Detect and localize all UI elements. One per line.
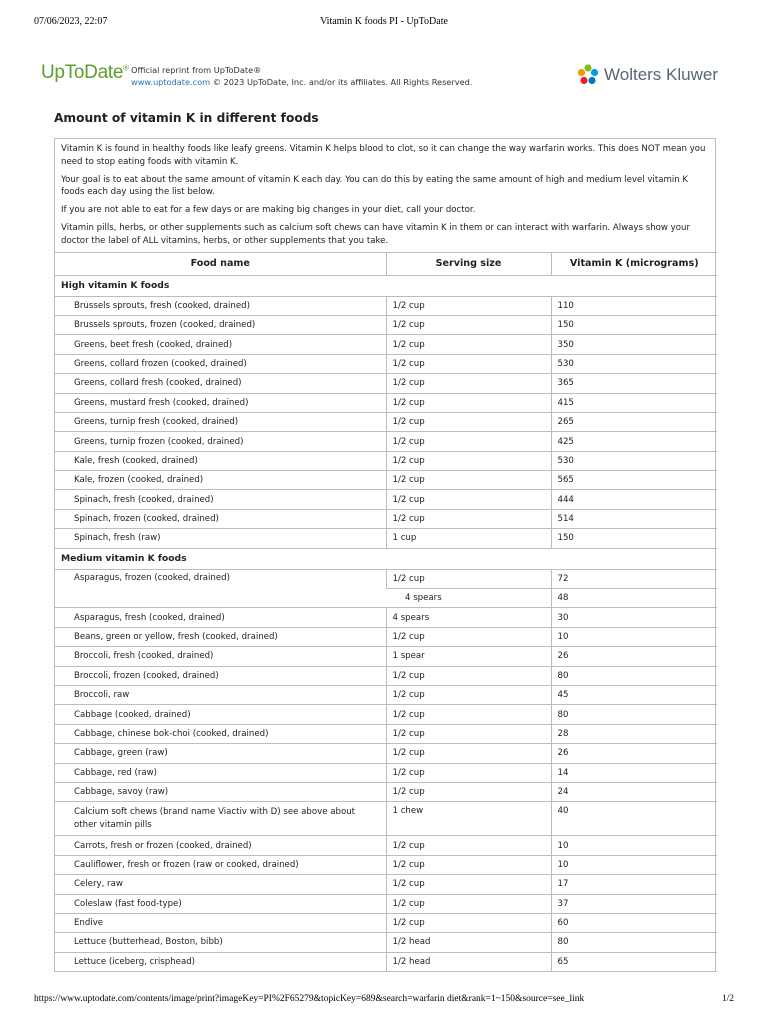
serving-size-cell: 1/2 cup: [386, 763, 551, 782]
print-datetime: 07/06/2023, 22:07: [34, 16, 108, 27]
food-name-cell: Greens, turnip fresh (cooked, drained): [55, 412, 386, 431]
serving-size-cell: 1/2 cup: [386, 354, 551, 373]
header-serving-size: Serving size: [386, 252, 551, 275]
vitamin-k-cell: 28: [551, 724, 717, 743]
food-name-cell: Greens, turnip frozen (cooked, drained): [55, 432, 386, 451]
serving-size-cell: 1/2 cup: [386, 686, 551, 705]
serving-size-cell: 1/2 cup: [386, 490, 551, 509]
reprint-line: Official reprint from UpToDate®: [131, 65, 262, 75]
serving-size-cell: 1/2 cup: [386, 875, 551, 894]
food-name-cell: Coleslaw (fast food-type): [55, 894, 386, 913]
food-name-cell: Celery, raw: [55, 875, 386, 894]
table-row: [55, 782, 717, 801]
food-name-cell: Spinach, fresh (cooked, drained): [55, 490, 386, 509]
medium-vitamin-k-section: [55, 548, 717, 569]
food-name-cell: Kale, frozen (cooked, drained): [55, 471, 386, 490]
table-row: [55, 509, 717, 528]
table-row: [55, 744, 717, 763]
intro-paragraph: Vitamin K is found in healthy foods like leafy greens. Vitamin K helps blood to clot, so it can change the way warfarin works. This does NOT mean you need to stop eating foods with vitamin K.: [61, 144, 706, 167]
table-row: [55, 412, 717, 431]
serving-size-cell: 1/2 cup: [386, 782, 551, 801]
food-name-cell: Greens, collard frozen (cooked, drained): [55, 354, 386, 373]
vitamin-k-cell: 150: [551, 315, 717, 334]
food-name-cell: Cauliflower, fresh or frozen (raw or cooked, drained): [55, 855, 386, 874]
vitamin-k-cell: 24: [551, 782, 717, 801]
food-name-cell: Greens, mustard fresh (cooked, drained): [55, 393, 386, 412]
table-row: [55, 875, 717, 894]
vitamin-k-cell: 110: [551, 296, 717, 315]
uptodate-link[interactable]: www.uptodate.com: [131, 77, 211, 87]
table-row: [55, 855, 717, 874]
print-footer: [34, 994, 734, 1008]
serving-size-cell: 1/2 cup: [386, 627, 551, 646]
food-name-cell: Brussels sprouts, frozen (cooked, drained): [55, 315, 386, 334]
print-header: [34, 16, 734, 30]
table-row: [55, 802, 717, 836]
table-row: [55, 627, 717, 646]
vitamin-k-cell: 45: [551, 686, 717, 705]
vitamin-k-cell: 350: [551, 335, 717, 354]
food-name-cell: Cabbage, chinese bok-choi (cooked, drained): [55, 724, 386, 743]
vitamin-k-cell: 26: [551, 647, 717, 666]
vitamin-k-cell: 72: [551, 569, 717, 588]
food-name-cell: Lettuce (iceberg, crisphead): [55, 952, 386, 971]
vitamin-k-cell: 530: [551, 451, 717, 470]
intro-paragraph: Your goal is to eat about the same amount of vitamin K each day. You can do this by eating the same amount of high and medium level vitamin K foods each day using the list below.: [61, 174, 689, 198]
high-vitamin-k-section: [55, 275, 717, 296]
vitamin-k-cell: 80: [551, 933, 717, 952]
copyright-text: © 2023 UpToDate, Inc. and/or its affiliates. All Rights Reserved.: [210, 77, 473, 87]
vitamin-k-cell: 80: [551, 666, 717, 685]
food-name-cell: Cabbage, red (raw): [55, 763, 386, 782]
food-name-cell: Carrots, fresh or frozen (cooked, drained): [55, 836, 386, 855]
vitamin-k-cell: 530: [551, 354, 717, 373]
table-row: [55, 608, 717, 627]
food-name-cell: Cabbage (cooked, drained): [55, 705, 386, 724]
content-box: [54, 138, 716, 972]
table-row: [55, 374, 717, 393]
food-name-cell: Asparagus, fresh (cooked, drained): [55, 608, 386, 627]
food-name-cell: Broccoli, raw: [55, 686, 386, 705]
table-row: [55, 569, 717, 588]
uptodate-logo: UpToDate®: [41, 62, 129, 83]
print-url: https://www.uptodate.com/contents/image/print?imageKey=PI%2F65279&topicKey=689&search=warfarin diet&rank=1~150&source=see_link: [34, 994, 585, 1004]
serving-size-cell: 4 spears: [386, 589, 551, 608]
table-row: [55, 451, 717, 470]
serving-size-cell: 1 spear: [386, 647, 551, 666]
vitamin-k-cell: 415: [551, 393, 717, 412]
table-row: [55, 647, 717, 666]
food-name-cell: Kale, fresh (cooked, drained): [55, 451, 386, 470]
vitamin-k-cell: 30: [551, 608, 717, 627]
serving-size-cell: 1 cup: [386, 529, 551, 548]
table-body: [55, 275, 717, 972]
food-name-cell: Greens, collard fresh (cooked, drained): [55, 374, 386, 393]
intro-paragraph: Vitamin pills, herbs, or other supplements such as calcium soft chews can have vitamin K in them or can interact with warfarin. Always show your doctor the label of ALL vitamins, herbs, or other supplements that you take.: [61, 222, 690, 246]
serving-size-cell: 1 chew: [386, 802, 551, 836]
food-name-cell: Brussels sprouts, fresh (cooked, drained): [55, 296, 386, 315]
table-row: [55, 432, 717, 451]
serving-size-cell: 1/2 cup: [386, 724, 551, 743]
serving-size-cell: 1/2 cup: [386, 509, 551, 528]
vitamin-k-cell: 60: [551, 913, 717, 932]
food-name-cell: Asparagus, frozen (cooked, drained): [55, 569, 386, 608]
table-row: [55, 315, 717, 334]
serving-size-cell: 1/2 cup: [386, 412, 551, 431]
serving-size-cell: 1/2 cup: [386, 836, 551, 855]
food-name-cell: Lettuce (butterhead, Boston, bibb): [55, 933, 386, 952]
food-name-cell: Cabbage, green (raw): [55, 744, 386, 763]
print-title: Vitamin K foods PI - UpToDate: [320, 16, 448, 27]
food-name-cell: Broccoli, frozen (cooked, drained): [55, 666, 386, 685]
food-name-cell: Calcium soft chews (brand name Viactiv with D) see above about other vitamin pills: [55, 802, 386, 836]
vitamin-k-cell: 10: [551, 855, 717, 874]
serving-size-cell: 1/2 cup: [386, 315, 551, 334]
vitamin-k-cell: 65: [551, 952, 717, 971]
table-row: [55, 335, 717, 354]
serving-size-cell: 1/2 cup: [386, 296, 551, 315]
table-row: [55, 393, 717, 412]
vitamin-k-cell: 365: [551, 374, 717, 393]
food-name-cell: Cabbage, savoy (raw): [55, 782, 386, 801]
serving-size-cell: 1/2 cup: [386, 432, 551, 451]
wolters-kluwer-logo: Wolters Kluwer: [576, 62, 718, 88]
table-row: [55, 933, 717, 952]
table-row: [55, 354, 717, 373]
vitamin-k-cell: 265: [551, 412, 717, 431]
food-name-cell: Broccoli, fresh (cooked, drained): [55, 647, 386, 666]
vitamin-k-cell: 565: [551, 471, 717, 490]
intro-paragraph: If you are not able to eat for a few days or are making big changes in your diet, call your doctor.: [61, 205, 476, 216]
food-name-cell: Greens, beet fresh (cooked, drained): [55, 335, 386, 354]
serving-size-cell: 1/2 head: [386, 933, 551, 952]
table-row: [55, 471, 717, 490]
header-vitamin-k: Vitamin K (micrograms): [551, 252, 717, 275]
vitamin-k-table: [55, 252, 717, 973]
header-food-name: Food name: [55, 252, 386, 275]
serving-size-cell: 4 spears: [386, 608, 551, 627]
medium-vitamin-k-section-label: Medium vitamin K foods: [55, 548, 717, 569]
serving-size-cell: 1/2 cup: [386, 705, 551, 724]
table-row: [55, 952, 717, 971]
food-name-cell: Endive: [55, 913, 386, 932]
table-row: [55, 705, 717, 724]
serving-size-cell: 1/2 cup: [386, 913, 551, 932]
food-name-cell: Spinach, frozen (cooked, drained): [55, 509, 386, 528]
table-row: [55, 913, 717, 932]
page-title: Amount of vitamin K in different foods: [54, 111, 319, 125]
brand-bar: [41, 58, 718, 94]
serving-size-cell: 1/2 cup: [386, 393, 551, 412]
serving-size-cell: 1/2 cup: [386, 471, 551, 490]
serving-size-cell: 1/2 head: [386, 952, 551, 971]
vitamin-k-cell: 40: [551, 802, 717, 836]
vitamin-k-cell: 26: [551, 744, 717, 763]
table-row: [55, 686, 717, 705]
serving-size-cell: 1/2 cup: [386, 744, 551, 763]
table-row: [55, 763, 717, 782]
table-header-row: [55, 252, 717, 275]
table-row: [55, 836, 717, 855]
table-row: [55, 490, 717, 509]
vitamin-k-cell: 514: [551, 509, 717, 528]
table-row: [55, 724, 717, 743]
vitamin-k-cell: 17: [551, 875, 717, 894]
vitamin-k-cell: 444: [551, 490, 717, 509]
serving-size-cell: 1/2 cup: [386, 894, 551, 913]
serving-size-cell: 1/2 cup: [386, 855, 551, 874]
vitamin-k-cell: 14: [551, 763, 717, 782]
table-row: [55, 529, 717, 548]
serving-size-cell: 1/2 cup: [386, 451, 551, 470]
table-row: [55, 296, 717, 315]
vitamin-k-cell: 37: [551, 894, 717, 913]
table-row: [55, 894, 717, 913]
food-name-cell: Spinach, fresh (raw): [55, 529, 386, 548]
wolters-kluwer-mark-icon: [576, 63, 600, 87]
table-row: [55, 666, 717, 685]
serving-size-cell: 1/2 cup: [386, 569, 551, 588]
page-number: 1/2: [721, 994, 734, 1004]
reprint-notice: [131, 64, 472, 88]
serving-size-cell: 1/2 cup: [386, 335, 551, 354]
vitamin-k-cell: 10: [551, 836, 717, 855]
serving-size-cell: 1/2 cup: [386, 374, 551, 393]
vitamin-k-cell: 425: [551, 432, 717, 451]
intro-text: [55, 139, 715, 252]
vitamin-k-cell: 150: [551, 529, 717, 548]
vitamin-k-cell: 48: [551, 589, 717, 608]
vitamin-k-cell: 80: [551, 705, 717, 724]
food-name-cell: Beans, green or yellow, fresh (cooked, drained): [55, 627, 386, 646]
high-vitamin-k-section-label: High vitamin K foods: [55, 275, 717, 296]
serving-size-cell: 1/2 cup: [386, 666, 551, 685]
vitamin-k-cell: 10: [551, 627, 717, 646]
